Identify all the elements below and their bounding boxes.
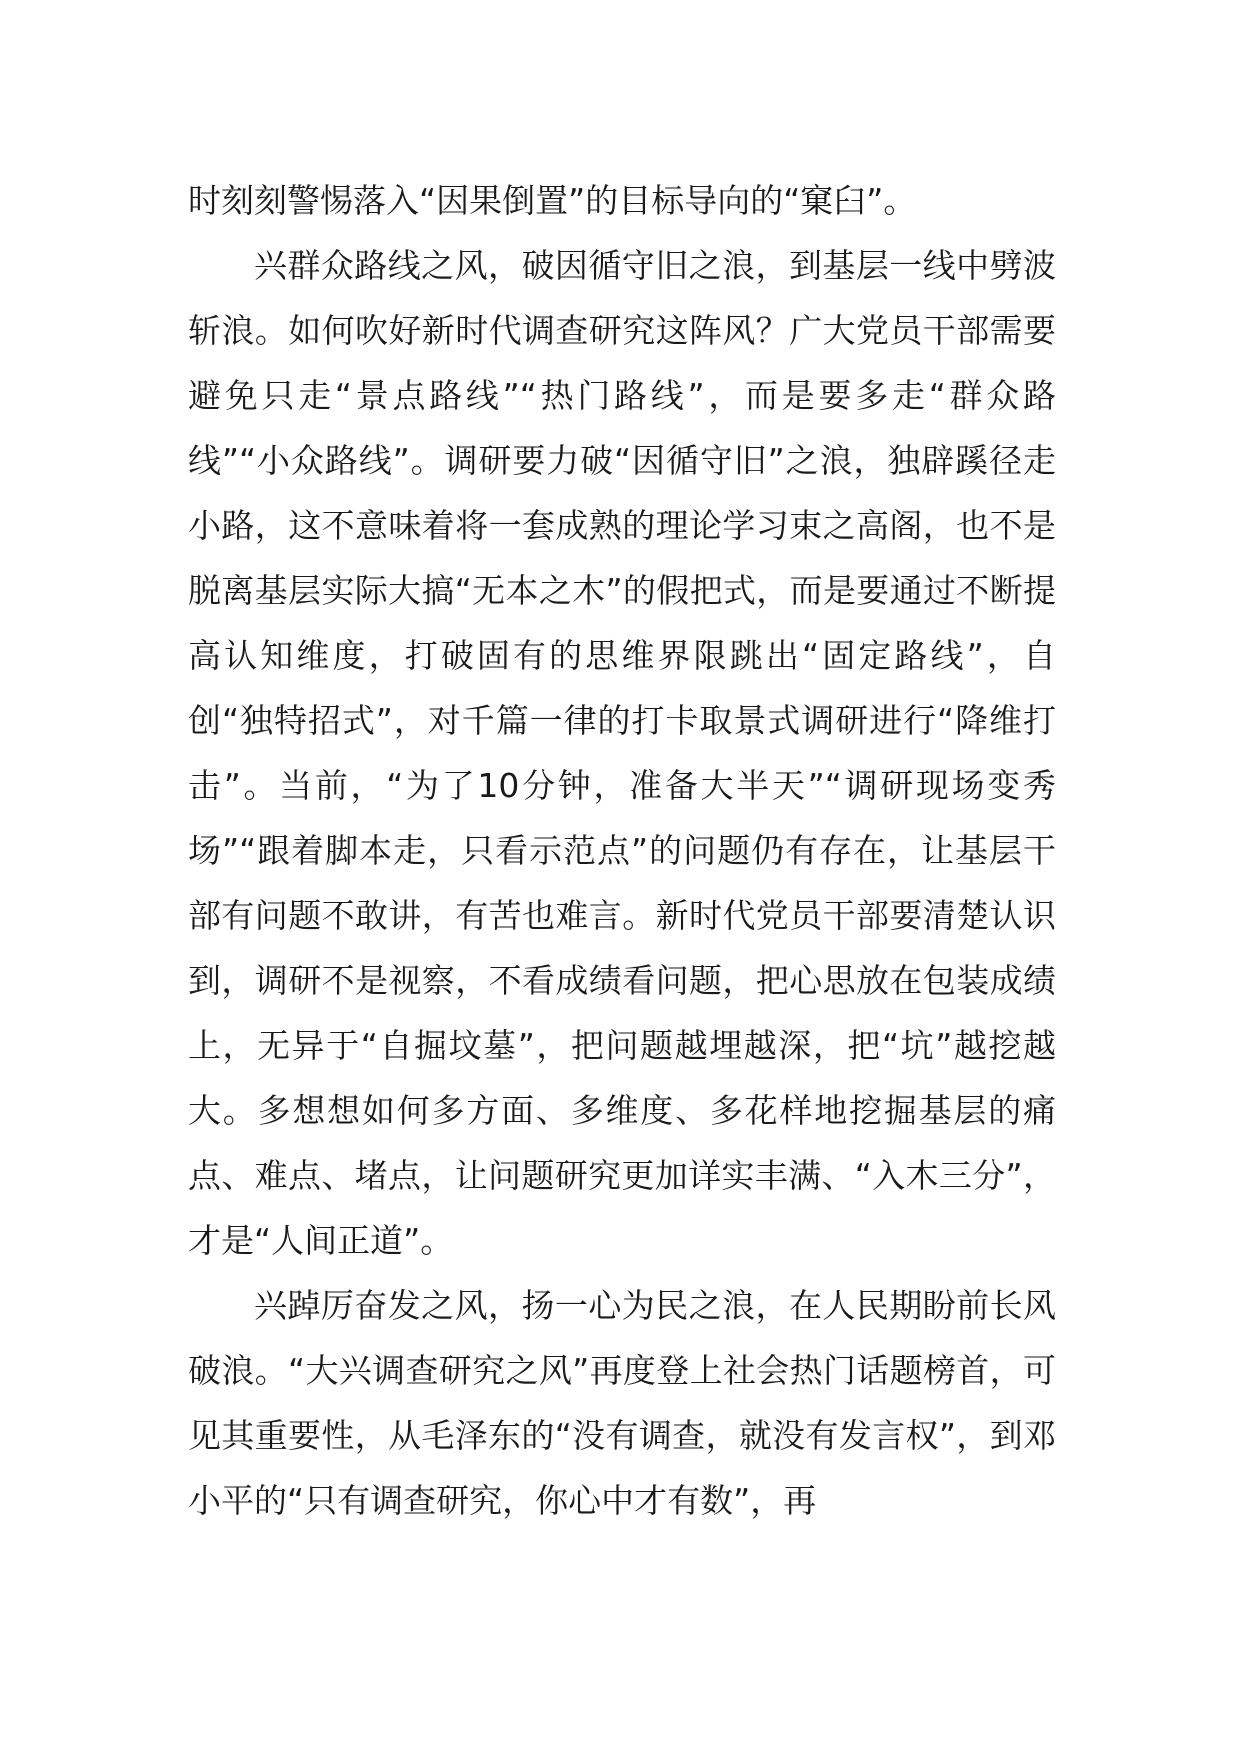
paragraph-continuation: 时刻刻警惕落入“因果倒置”的目标导向的“窠臼”。 [188, 181, 917, 220]
body-text [188, 168, 1056, 1533]
paragraph-striving: 兴踔厉奋发之风，扬一心为民之浪，在人民期盼前长风破浪。“大兴调查研究之风”再度登上社会热门话题榜首，可见其重要性，从毛泽东的“没有调查，就没有发言权”，到邓小平的“只有调查研究，你心中才有数”，再 [188, 1286, 1056, 1520]
paragraph-mass-line: 兴群众路线之风，破因循守旧之浪，到基层一线中劈波斩浪。如何吹好新时代调查研究这阵风？广大党员干部需要避免只走“景点路线”“热门路线”，而是要多走“群众路线”“小众路线”。调研要力破“因循守旧”之浪，独辟蹊径走小路，这不意味着将一套成熟的理论学习束之高阁，也不是脱离基层实际大搞“无本之木”的假把式，而是要通过不断提高认知维度，打破固有的思维界限跳出“固定路线”，自创“独特招式”，对千篇一律的打卡取景式调研进行“降维打击”。当前，“为了10分钟，准备大半天”“调研现场变秀场”“跟着脚本走，只看示范点”的问题仍有存在，让基层干部有问题不敢讲，有苦也难言。新时代党员干部要清楚认识到，调研不是视察，不看成绩看问题，把心思放在包装成绩上，无异于“自掘坟墓”，把问题越埋越深，把“坑”越挖越大。多想想如何多方面、多维度、多花样地挖掘基层的痛点、难点、堵点，让问题研究更加详实丰满、“入木三分”，才是“人间正道”。 [188, 246, 1056, 1260]
